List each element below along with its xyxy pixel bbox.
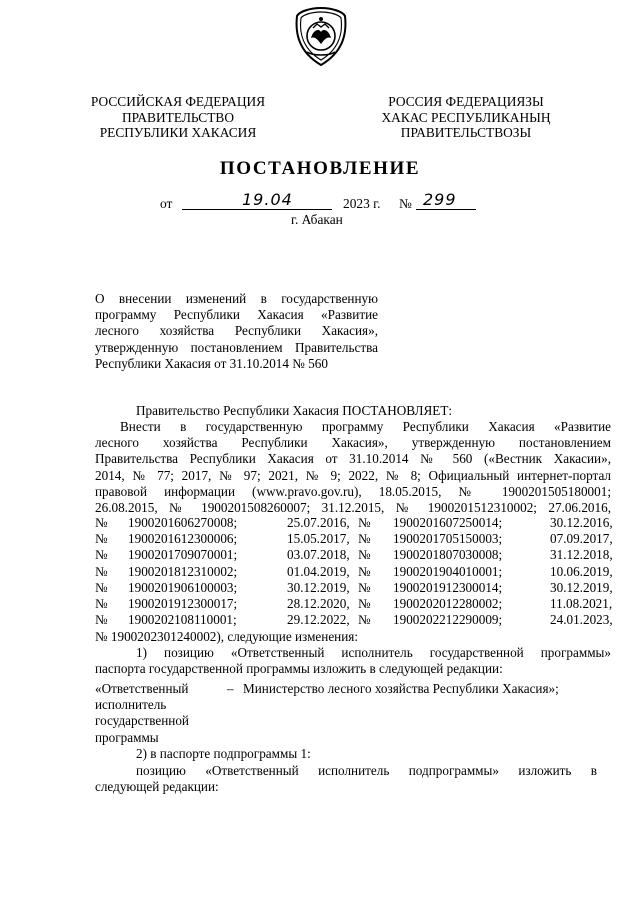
- registration-cell: 10.06.2019,: [550, 563, 613, 579]
- registration-cell: 1900202012280002;: [393, 596, 503, 611]
- item-2: 2) в паспорте подпрограммы 1:: [136, 746, 311, 761]
- header-left-block: [88, 94, 268, 141]
- paragraph-line: 26.08.2015, № 1900201508260007; 31.12.2015, № 1900201512310002; 27.06.2016,: [95, 500, 611, 516]
- document-title: ПОСТАНОВЛЕНИЕ: [219, 158, 421, 179]
- paragraph-line: лесного хозяйства Республики Хакасия», утвержденную постановлением: [95, 435, 611, 451]
- registration-row: [95, 564, 611, 580]
- item-1: [95, 645, 611, 677]
- registration-cell: 1900201709070001;: [128, 547, 238, 563]
- registration-cell: 15.05.2017,: [287, 531, 350, 547]
- year-label: 2023 г.: [343, 196, 381, 211]
- intro-line: Правительство Республики Хакасия ПОСТАНОВЛЯЕТ:: [136, 403, 453, 418]
- header-left-line: ПРАВИТЕЛЬСТВО: [121, 109, 234, 125]
- number-underline: [416, 209, 476, 210]
- registration-cell: 03.07.2018,: [287, 547, 350, 563]
- subject-line: О внесении изменений в государственную: [95, 291, 378, 306]
- subject-line: лесного хозяйства Республики Хакасия»,: [95, 323, 378, 339]
- registration-cell: 24.01.2023,: [550, 612, 613, 628]
- number-sign: №: [399, 196, 412, 211]
- registration-cell: 30.12.2019,: [287, 579, 350, 595]
- header-right-line: ХАКАС РЕСПУБЛИКАНЫҢ: [381, 109, 551, 125]
- coat-of-arms-emblem: [293, 6, 349, 68]
- header-left-line: РЕСПУБЛИКИ ХАКАСИЯ: [99, 125, 257, 140]
- registration-cell: 1900201812310002;: [128, 563, 238, 579]
- header-right-block: [376, 94, 556, 141]
- item-1-line: паспорта государственной программы изложить в следующей редакции:: [95, 661, 503, 677]
- registration-cell: 1900201612300006;: [128, 531, 238, 547]
- paragraph-line: 2014, № 77; 2017, № 97; 2021, № 9; 2022, № 8; Официальный интернет-портал: [95, 467, 611, 483]
- registration-cell: №: [95, 515, 108, 530]
- registration-cell: №: [358, 531, 371, 547]
- registration-row: [95, 596, 611, 612]
- registration-cell: 01.04.2019,: [287, 563, 350, 579]
- registration-cell: №: [358, 596, 371, 611]
- subject-line: Республики Хакасия от 31.10.2014 № 560: [95, 355, 328, 371]
- city-label: г. Абакан: [291, 212, 343, 227]
- header-right-line: РОССИЯ ФЕДЕРАЦИЯЗЫ: [388, 94, 544, 109]
- registration-cell: 11.08.2021,: [550, 596, 613, 611]
- registration-cell: №: [95, 547, 108, 563]
- registration-cell: №: [358, 515, 371, 530]
- registration-cell: №: [358, 563, 371, 579]
- header-right-line: ПРАВИТЕЛЬСТВОЗЫ: [400, 125, 532, 140]
- paragraph-line: Внести в государственную программу Республики Хакасия «Развитие: [120, 419, 611, 434]
- registration-cell: 1900201906100003;: [128, 579, 238, 595]
- registration-cell: 1900202212290009;: [393, 612, 503, 628]
- registration-row: [95, 580, 611, 596]
- item-2-line: позицию «Ответственный исполнитель подпрограммы» изложить в: [136, 763, 597, 778]
- paragraph-line: правовой информации (www.pravo.gov.ru), 18.05.2015, № 1900201505180001;: [95, 483, 611, 499]
- position-label-line: государственной: [95, 713, 189, 729]
- paragraph-line: Правительства Республики Хакасия от 31.10.2014 № 560 («Вестник Хакасии»,: [95, 451, 611, 467]
- position-label-block: [95, 681, 189, 746]
- registration-row: [95, 531, 611, 547]
- paragraph-1-end: № 1900202301240002), следующие изменения:: [95, 629, 359, 644]
- position-dash: –: [227, 681, 234, 696]
- registration-row: [95, 612, 611, 628]
- subject-line: утвержденную постановлением Правительства: [95, 339, 378, 355]
- registration-cell: 28.12.2020,: [287, 596, 350, 611]
- registration-cell: 1900201807030008;: [393, 547, 503, 563]
- registration-cell: 25.07.2016,: [287, 515, 350, 530]
- registration-cell: 29.12.2022,: [287, 612, 350, 628]
- paragraph-1: [95, 419, 611, 516]
- position-label-line: программы: [95, 729, 159, 745]
- registration-cell: 1900202108110001;: [128, 612, 237, 628]
- registration-cell: 1900201606270008;: [128, 515, 238, 530]
- registration-cell: 30.12.2016,: [550, 515, 613, 530]
- date-underline: [182, 209, 332, 210]
- registration-cell: 1900201904010001;: [393, 563, 503, 579]
- date-handwritten: 19.04: [242, 190, 293, 209]
- item-2-text: [95, 763, 597, 795]
- registration-cell: 1900201607250014;: [393, 515, 503, 530]
- registration-cell: 07.09.2017,: [550, 531, 613, 547]
- registration-cell: №: [95, 612, 108, 628]
- registration-cell: 1900201912300017;: [128, 596, 238, 611]
- registration-cell: 1900201912300014;: [393, 579, 503, 595]
- registration-row: [95, 515, 611, 531]
- header-left-line: РОССИЙСКАЯ ФЕДЕРАЦИЯ: [90, 94, 266, 109]
- registration-cell: №: [95, 579, 108, 595]
- item-1-line: 1) позицию «Ответственный исполнитель государственной программы»: [136, 645, 611, 660]
- registration-row: [95, 547, 611, 563]
- registration-cell: 31.12.2018,: [550, 547, 613, 563]
- subject-line: программу Республики Хакасия «Развитие: [95, 307, 378, 323]
- registration-cell: №: [358, 579, 371, 595]
- registration-cell: №: [358, 547, 371, 563]
- position-label-line: «Ответственный: [95, 681, 189, 696]
- position-value: Министерство лесного хозяйства Республики Хакасия»;: [243, 681, 559, 696]
- item-2-line: следующей редакции:: [95, 779, 219, 795]
- position-label-line: исполнитель: [95, 697, 167, 713]
- subject-block: [95, 291, 378, 372]
- registration-cell: №: [95, 563, 108, 579]
- registration-cell: №: [358, 612, 371, 628]
- date-prefix: от: [160, 196, 173, 211]
- registration-cell: №: [95, 531, 108, 547]
- number-handwritten: 299: [423, 190, 457, 209]
- registration-cell: 30.12.2019,: [550, 579, 613, 595]
- registration-cell: 1900201705150003;: [393, 531, 503, 547]
- registration-cell: №: [95, 596, 108, 611]
